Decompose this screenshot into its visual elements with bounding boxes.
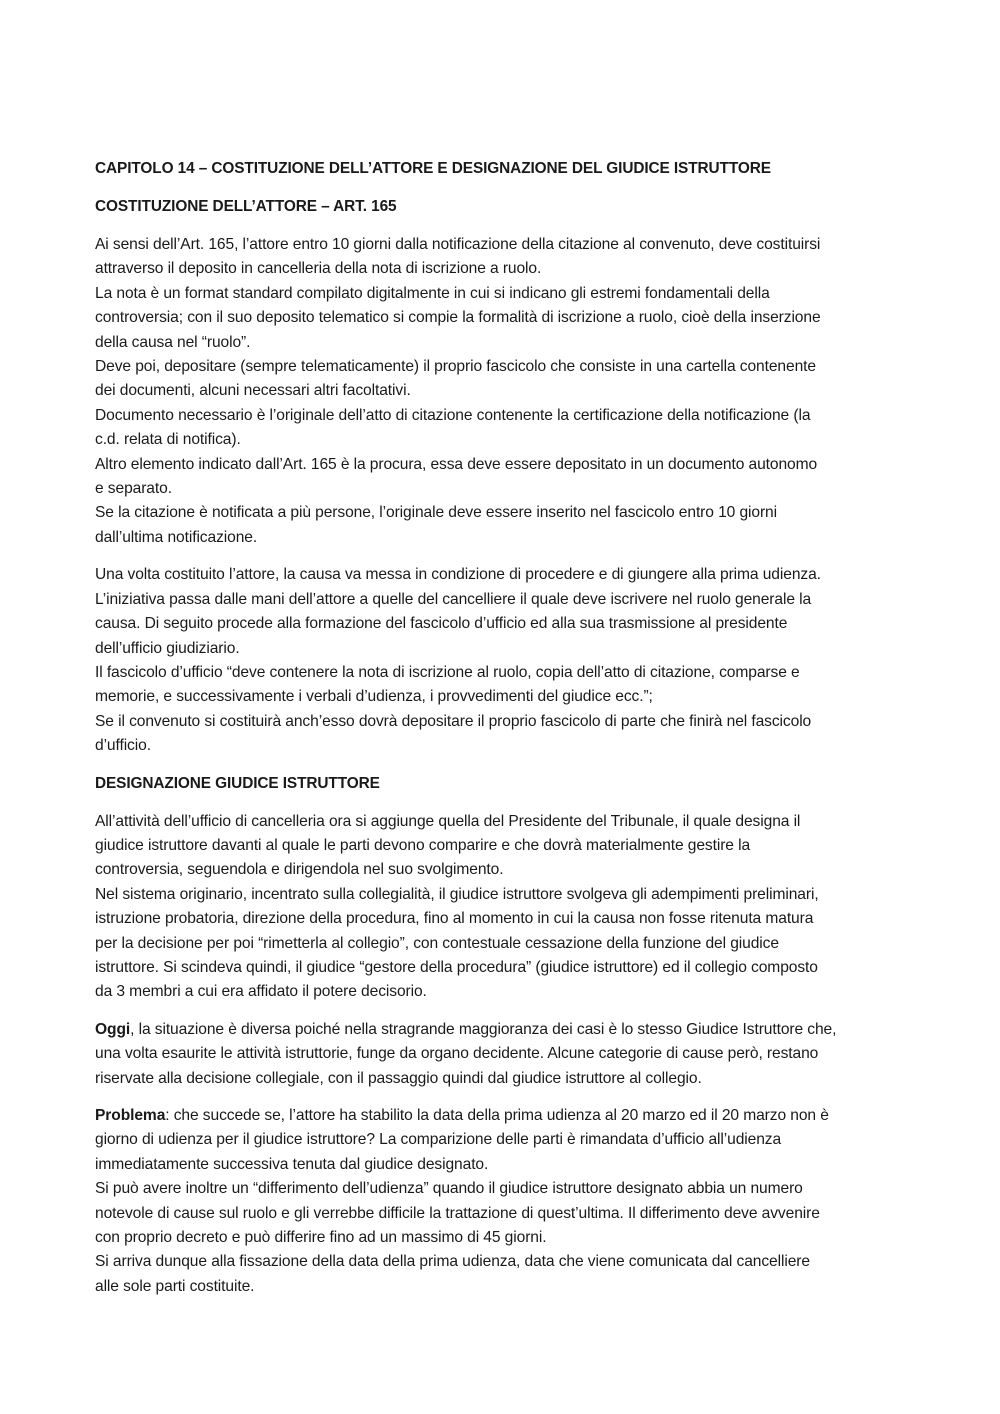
- text-line: da 3 membri a cui era affidato il potere decisorio.: [95, 983, 427, 1001]
- bold-lead-problema: Problema: [95, 1107, 166, 1124]
- text-line: controversia; con il suo deposito telematico si compie la formalità di iscrizione a ruolo, cioè della inserzione: [95, 309, 821, 327]
- text-line: [95, 1018, 907, 1042]
- text-line: c.d. relata di notifica).: [95, 431, 241, 449]
- text-line: dall’ultima notificazione.: [95, 528, 258, 546]
- text-line: causa. Di seguito procede alla formazione del fascicolo d’ufficio ed alla sua trasmissione al presidente: [95, 615, 788, 633]
- text-line: istruttore. Si scindeva quindi, il giudice “gestore della procedura” (giudice istruttore) ed il collegio composto: [95, 958, 818, 976]
- text-line: Il fascicolo d’ufficio “deve contenere la nota di iscrizione al ruolo, copia dell’atto di citazione, comparse e: [95, 663, 800, 681]
- paragraph-problema: [95, 1104, 907, 1299]
- text-line: Se il convenuto si costituirà anch’esso dovrà depositare il proprio fascicolo di parte che finirà nel fascicolo: [95, 712, 812, 730]
- text-line: Se la citazione è notificata a più persone, l’originale deve essere inserito nel fascicolo entro 10 giorni: [95, 504, 777, 522]
- text-line: notevole di cause sul ruolo e gli verrebbe difficile la trattazione di quest’ultima. Il differimento deve avvenire: [95, 1204, 820, 1222]
- text-line: una volta esaurite le attività istruttorie, funge da organo decidente. Alcune categorie di cause però, restano: [95, 1045, 819, 1063]
- text-line: memorie, e successivamente i verbali d’udienza, i provvedimenti del giudice ecc.”;: [95, 688, 653, 706]
- text-line: Documento necessario è l’originale dell’atto di citazione contenente la certificazione della notificazione (la: [95, 406, 811, 424]
- text-run: : che succede se, l’attore ha stabilito la data della prima udienza al 20 marzo ed il 20 marzo non è: [165, 1107, 829, 1124]
- text-line: Una volta costituito l’attore, la causa va messa in condizione di procedere e di giungere alla prima udienza.: [95, 566, 821, 584]
- text-line: controversia, seguendola e dirigendola nel suo svolgimento.: [95, 861, 504, 879]
- document-body: [95, 157, 907, 1312]
- text-line: giudice istruttore davanti al quale le parti devono comparire e che dovrà materialmente gestire la: [95, 836, 751, 854]
- text-run: , la situazione è diversa poiché nella stragrande maggioranza dei casi è lo stesso Giudice Istruttore che,: [130, 1020, 837, 1038]
- paragraph-designazione: [95, 810, 907, 1005]
- text-line: istruzione probatoria, direzione della procedura, fino al momento in cui la causa non fosse ritenuta matura: [95, 910, 814, 928]
- text-line: Deve poi, depositare (sempre telematicamente) il proprio fascicolo che consiste in una cartella contenente: [95, 358, 816, 376]
- text-line: riservate alla decisione collegiale, con il passaggio quindi dal giudice istruttore al collegio.: [95, 1069, 702, 1087]
- text-line: All’attività dell’ufficio di cancelleria ora si aggiunge quella del Presidente del Tribunale, il quale designa il: [95, 812, 801, 830]
- text-line: L’iniziativa passa dalle mani dell’attore a quelle del cancelliere il quale deve iscrivere nel ruolo generale la: [95, 590, 812, 608]
- text-line: immediatamente successiva tenuta dal giudice designato.: [95, 1155, 489, 1173]
- text-line: Si può avere inoltre un “differimento dell’udienza” quando il giudice istruttore designato abbia un numero: [95, 1180, 803, 1198]
- text-line: per la decisione per poi “rimetterla al collegio”, con contestuale cessazione della funzione del giudice: [95, 934, 779, 952]
- text-line: giorno di udienza per il giudice istruttore? La comparizione delle parti è rimandata d’ufficio all’udienza: [95, 1131, 782, 1149]
- text-line: con proprio decreto e può differire fino ad un massimo di 45 giorni.: [95, 1229, 547, 1247]
- text-line: Si arriva dunque alla fissazione della data della prima udienza, data che viene comunicata dal cancelliere: [95, 1253, 810, 1271]
- text-line: d’ufficio.: [95, 737, 151, 755]
- text-line: La nota è un format standard compilato digitalmente in cui si indicano gli estremi fondamentali della: [95, 284, 770, 302]
- text-line: dell’ufficio giudiziario.: [95, 639, 240, 657]
- paragraph-costituzione-attore: [95, 233, 907, 550]
- paragraph-oggi: [95, 1018, 907, 1091]
- text-line: Altro elemento indicato dall’Art. 165 è la procura, essa deve essere depositato in un documento autonomo: [95, 455, 818, 473]
- text-line: e separato.: [95, 480, 172, 498]
- text-line: attraverso il deposito in cancelleria della nota di iscrizione a ruolo.: [95, 260, 542, 278]
- text-line: dei documenti, alcuni necessari altri facoltativi.: [95, 382, 411, 400]
- text-line: della causa nel “ruolo”.: [95, 333, 251, 351]
- text-line: Nel sistema originario, incentrato sulla collegialità, il giudice istruttore svolgeva gli adempimenti preliminari,: [95, 885, 819, 903]
- bold-lead-oggi: Oggi: [95, 1020, 131, 1038]
- section-title-costituzione: COSTITUZIONE DELL’ATTORE – ART. 165: [95, 198, 397, 215]
- chapter-title: CAPITOLO 14 – COSTITUZIONE DELL’ATTORE E DESIGNAZIONE DEL GIUDICE ISTRUTTORE: [95, 160, 771, 177]
- paragraph-fascicolo-ufficio: [95, 563, 907, 758]
- text-line: alle sole parti costituite.: [95, 1277, 255, 1295]
- text-line: Ai sensi dell’Art. 165, l’attore entro 10 giorni dalla notificazione della citazione al convenuto, deve costituirsi: [95, 236, 821, 253]
- section-title-designazione: DESIGNAZIONE GIUDICE ISTRUTTORE: [95, 774, 380, 792]
- text-line: [95, 1104, 907, 1128]
